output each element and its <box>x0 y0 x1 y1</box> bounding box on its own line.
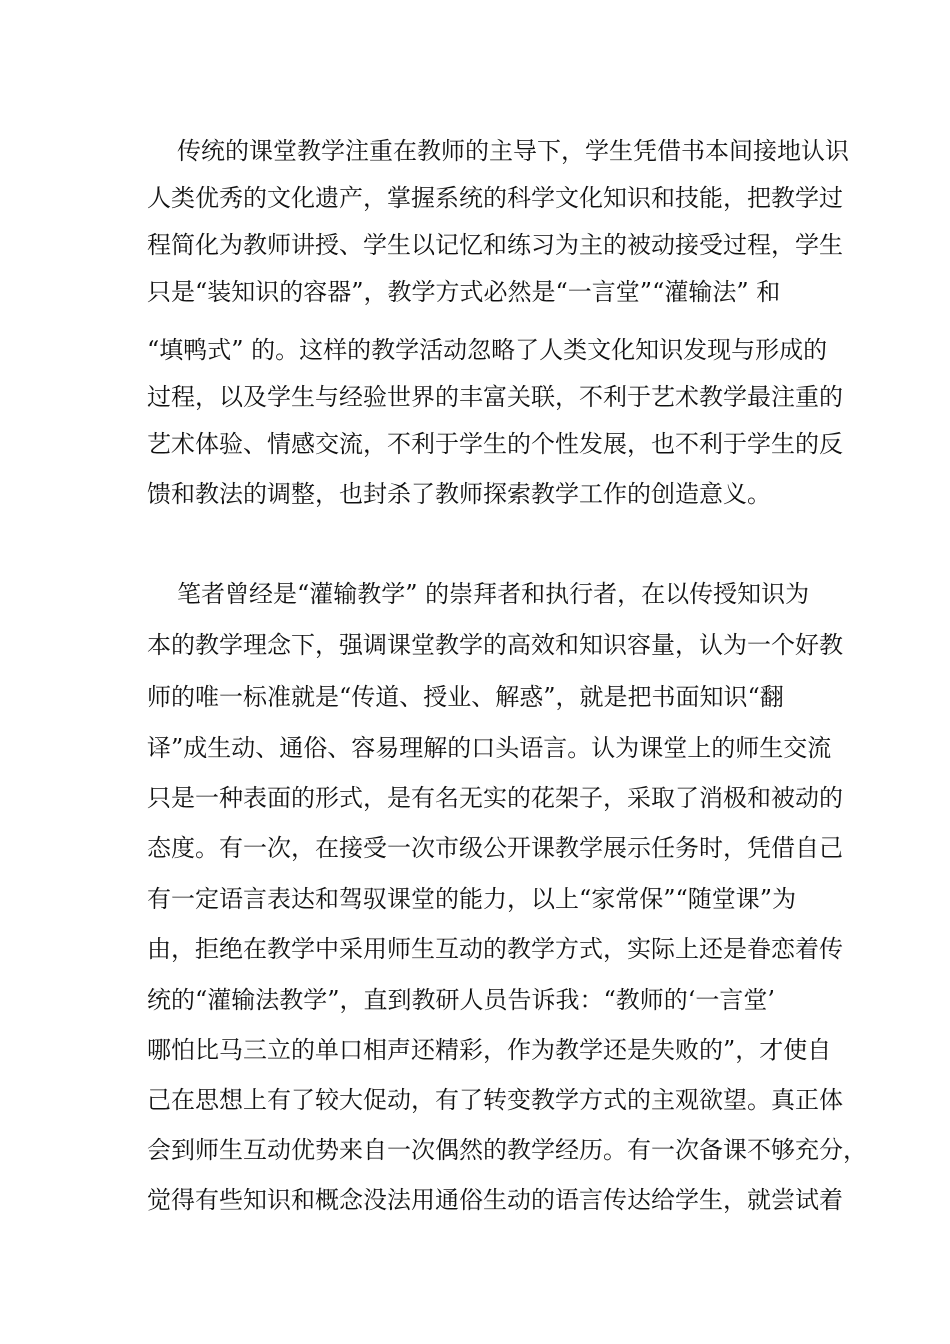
text-line: 只是“装知识的容器”，教学方式必然是“一言堂”“灌输法” 和 <box>147 278 781 306</box>
text-line: 哪怕比马三立的单口相声还精彩，作为教学还是失败的”，才使自 <box>147 1036 832 1064</box>
text-line: 艺术体验、情感交流，不利于学生的个性发展，也不利于学生的反 <box>147 430 843 458</box>
text-line: 传统的课堂教学注重在教师的主导下，学生凭借书本间接地认识 <box>177 137 849 165</box>
text-line: 会到师生互动优势来自一次偶然的教学经历。有一次备课不够充分， <box>147 1136 867 1164</box>
text-line: 只是一种表面的形式，是有名无实的花架子，采取了消极和被动的 <box>147 784 843 812</box>
text-line: “填鸭式” 的。这样的教学活动忽略了人类文化知识发现与形成的 <box>147 336 828 364</box>
text-line: 程简化为教师讲授、学生以记忆和练习为主的被动接受过程，学生 <box>147 231 843 259</box>
text-line: 馈和教法的调整，也封杀了教师探索教学工作的创造意义。 <box>147 480 771 508</box>
text-line: 过程，以及学生与经验世界的丰富关联，不利于艺术教学最注重的 <box>147 383 843 411</box>
text-line: 统的“灌输法教学”，直到教研人员告诉我：“教师的‘一言堂’ <box>147 986 776 1014</box>
text-line: 己在思想上有了较大促动，有了转变教学方式的主观欲望。真正体 <box>147 1086 843 1114</box>
text-line: 有一定语言表达和驾驭课堂的能力，以上“家常保”“随堂课”为 <box>147 885 797 913</box>
text-line: 笔者曾经是“灌输教学” 的崇拜者和执行者，在以传授知识为 <box>177 580 810 608</box>
text-line: 由，拒绝在教学中采用师生互动的教学方式，实际上还是眷恋着传 <box>147 935 843 963</box>
text-line: 觉得有些知识和概念没法用通俗生动的语言传达给学生，就尝试着 <box>147 1186 843 1214</box>
text-line: 师的唯一标准就是“传道、授业、解惑”，就是把书面知识“翻 <box>147 683 784 711</box>
text-line: 态度。有一次，在接受一次市级公开课教学展示任务时，凭借自己 <box>147 834 843 862</box>
text-line: 人类优秀的文化遗产，掌握系统的科学文化知识和技能，把教学过 <box>147 184 843 212</box>
text-line: 本的教学理念下，强调课堂教学的高效和知识容量，认为一个好教 <box>147 631 843 659</box>
text-line: 译”成生动、通俗、容易理解的口头语言。认为课堂上的师生交流 <box>147 734 832 762</box>
